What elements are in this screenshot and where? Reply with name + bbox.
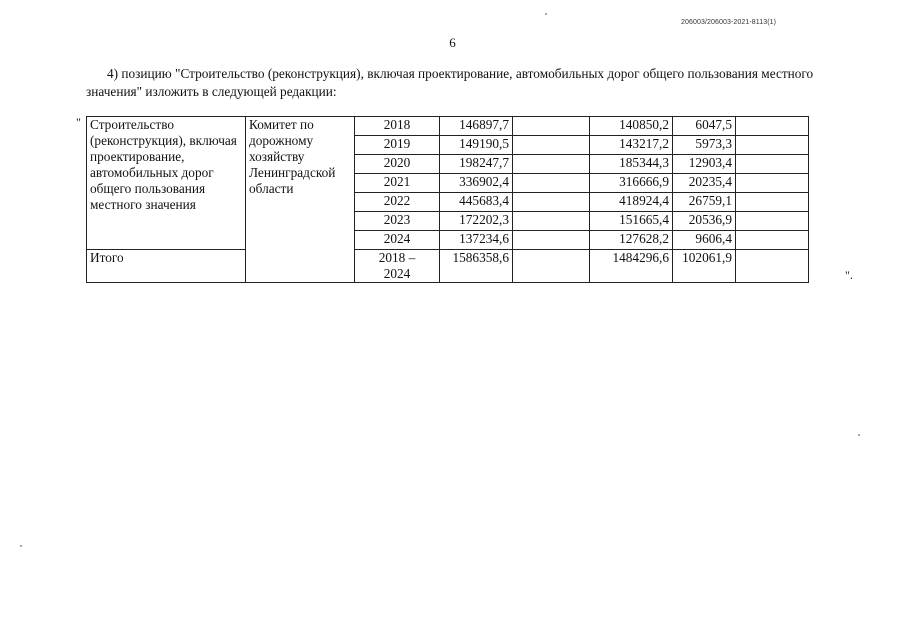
federal-cell — [513, 117, 590, 136]
year-cell: 2019 — [355, 136, 440, 155]
other-cell — [736, 193, 809, 212]
total-cell: 146897,7 — [440, 117, 513, 136]
other-cell — [736, 117, 809, 136]
local-cell: 26759,1 — [673, 193, 736, 212]
summary-row — [87, 250, 809, 283]
regional-cell: 140850,2 — [590, 117, 673, 136]
executor-cell: Комитет по дорожному хозяйству Ленинградской области — [246, 117, 355, 283]
federal-cell — [513, 231, 590, 250]
summary-year-from: 2018 – — [378, 250, 416, 265]
other-cell — [736, 212, 809, 231]
total-cell: 137234,6 — [440, 231, 513, 250]
other-cell — [736, 155, 809, 174]
total-cell: 172202,3 — [440, 212, 513, 231]
summary-total-cell: 1586358,6 — [440, 250, 513, 283]
scan-speck — [858, 434, 860, 436]
other-cell — [736, 174, 809, 193]
federal-cell — [513, 155, 590, 174]
federal-cell — [513, 193, 590, 212]
local-cell: 12903,4 — [673, 155, 736, 174]
federal-cell — [513, 136, 590, 155]
regional-cell: 185344,3 — [590, 155, 673, 174]
summary-regional-cell: 1484296,6 — [590, 250, 673, 283]
federal-cell — [513, 174, 590, 193]
year-cell: 2021 — [355, 174, 440, 193]
year-cell: 2023 — [355, 212, 440, 231]
regional-cell: 127628,2 — [590, 231, 673, 250]
local-cell: 6047,5 — [673, 117, 736, 136]
closing-quote: ". — [845, 268, 853, 282]
total-cell: 445683,4 — [440, 193, 513, 212]
regional-cell: 418924,4 — [590, 193, 673, 212]
regional-cell: 316666,9 — [590, 174, 673, 193]
local-cell: 20235,4 — [673, 174, 736, 193]
summary-label-cell: Итого — [87, 250, 246, 283]
year-cell: 2020 — [355, 155, 440, 174]
year-cell: 2022 — [355, 193, 440, 212]
local-cell: 20536,9 — [673, 212, 736, 231]
total-cell: 198247,7 — [440, 155, 513, 174]
year-cell: 2018 — [355, 117, 440, 136]
funding-table — [86, 116, 809, 283]
total-cell: 336902,4 — [440, 174, 513, 193]
summary-year-to: 2024 — [383, 266, 411, 281]
scan-speck — [545, 13, 547, 15]
other-cell — [736, 136, 809, 155]
local-cell: 9606,4 — [673, 231, 736, 250]
year-cell: 2024 — [355, 231, 440, 250]
total-cell: 149190,5 — [440, 136, 513, 155]
instruction-text: 4) позицию "Строительство (реконструкция), включая проектирование, автомобильных дорог общего пользования местного значения" изложить в следующей редакции: — [86, 66, 814, 99]
regional-cell: 143217,2 — [590, 136, 673, 155]
page-number: 6 — [449, 35, 456, 50]
other-cell — [736, 231, 809, 250]
regional-cell: 151665,4 — [590, 212, 673, 231]
instruction-paragraph — [86, 65, 846, 101]
federal-cell — [513, 212, 590, 231]
opening-quote: " — [76, 115, 81, 129]
item-name-cell: Строительство (реконструкция), включая проектирование, автомобильных дорог общего пользования местного значения — [87, 117, 246, 250]
summary-other-cell — [736, 250, 809, 283]
table-row — [87, 117, 809, 136]
local-cell: 5973,3 — [673, 136, 736, 155]
summary-local-cell: 102061,9 — [673, 250, 736, 283]
summary-federal-cell — [513, 250, 590, 283]
document-id: 206003/206003-2021-8113(1) — [681, 19, 777, 26]
summary-year-cell — [355, 250, 440, 283]
scan-speck — [20, 545, 22, 547]
